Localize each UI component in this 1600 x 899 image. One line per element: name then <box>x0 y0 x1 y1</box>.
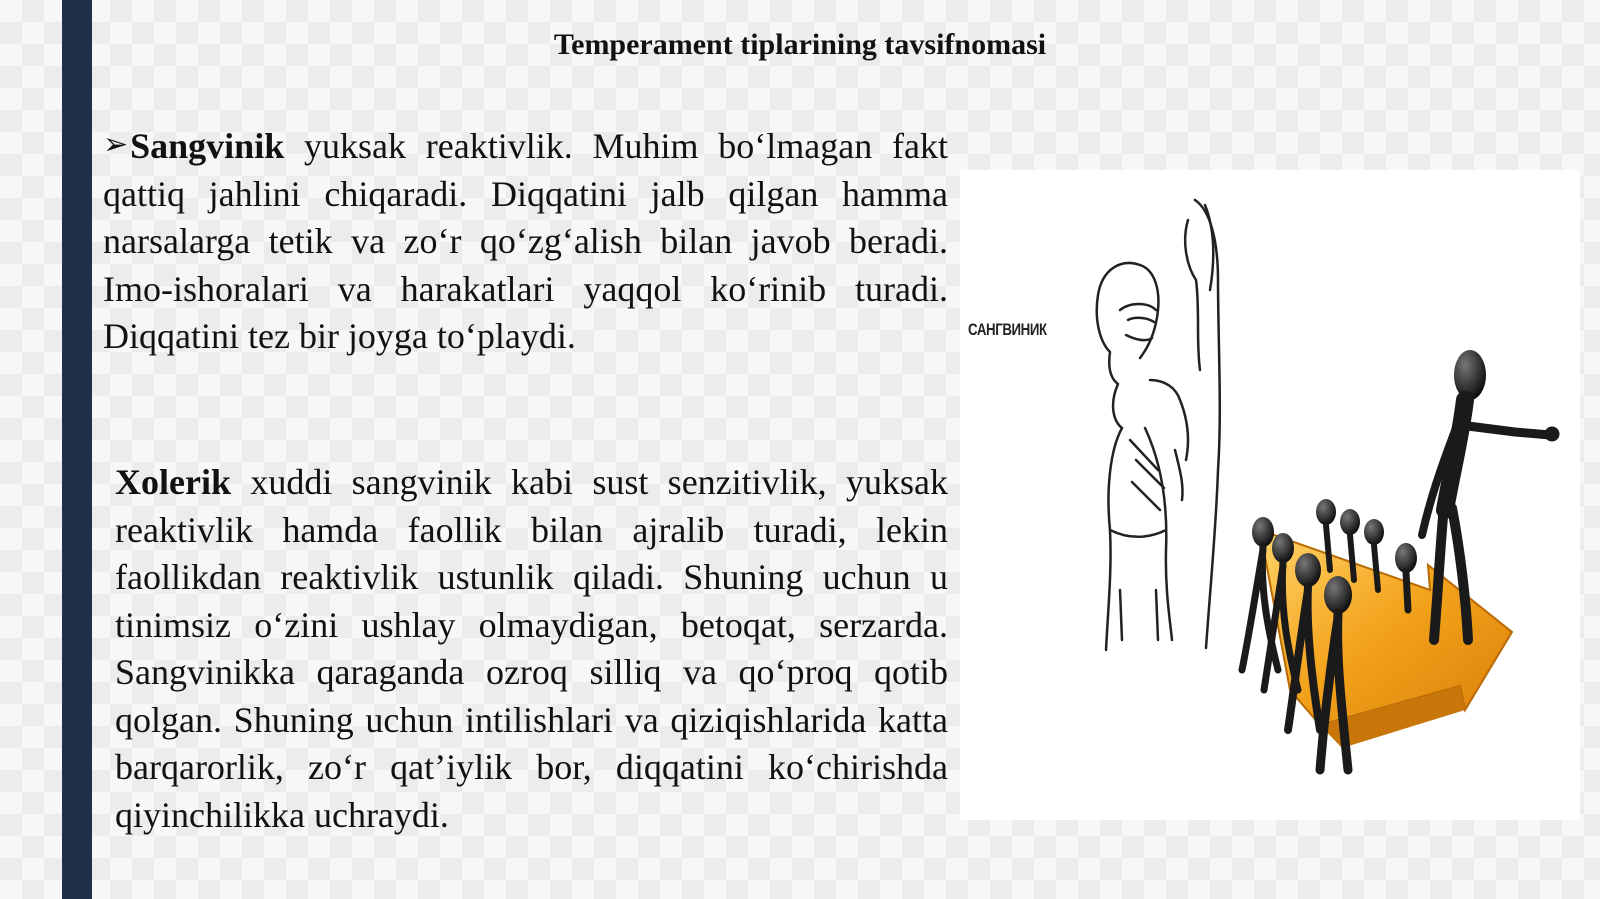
illustration-caption: САНГВИНИК <box>968 320 1047 339</box>
sanguine-paragraph <box>103 121 948 361</box>
illustration-panel <box>960 170 1580 820</box>
slide-title: Temperament tiplarining tavsifnomasi <box>553 28 1047 61</box>
left-accent-bar <box>62 0 92 899</box>
temperament-illustration <box>960 170 1580 820</box>
choleric-paragraph <box>115 459 948 839</box>
sanguine-term: Sangvinik <box>130 126 285 166</box>
arrow-bullet-icon: ➢ <box>103 127 129 162</box>
choleric-text: xuddi sangvinik kabi sust senzitivlik, yuksak reaktivlik hamda faollik bilan ajralib turadi, lekin faollikdan reaktivlik ustunlik qiladi. Shuning uchun u tinimsiz o‘zini ushlay olmaydigan, betoqat, serzarda. Sangvinikka qaraganda ozroq silliq va qo‘proq qotib qolgan. Shuning uchun intilishlari va qiziqishlarida katta barqarorlik, zo‘r qat’iylik bor, diqqatini ko‘chirishda qiyinchilikka uchraydi. <box>115 462 948 835</box>
choleric-term: Xolerik <box>115 462 231 502</box>
sanguine-text: yuksak reaktivlik. Muhim bo‘lmagan fakt qattiq jahlini chiqaradi. Diqqatini jalb qilgan hamma narsalarga tetik va zo‘r qo‘zg‘alish bilan javob beradi. Imo-ishoralari va harakatlari yaqqol ko‘rinib turadi. Diqqatini tez bir joyga to‘playdi. <box>103 126 948 356</box>
sanguine-sketch-icon <box>1097 200 1220 650</box>
